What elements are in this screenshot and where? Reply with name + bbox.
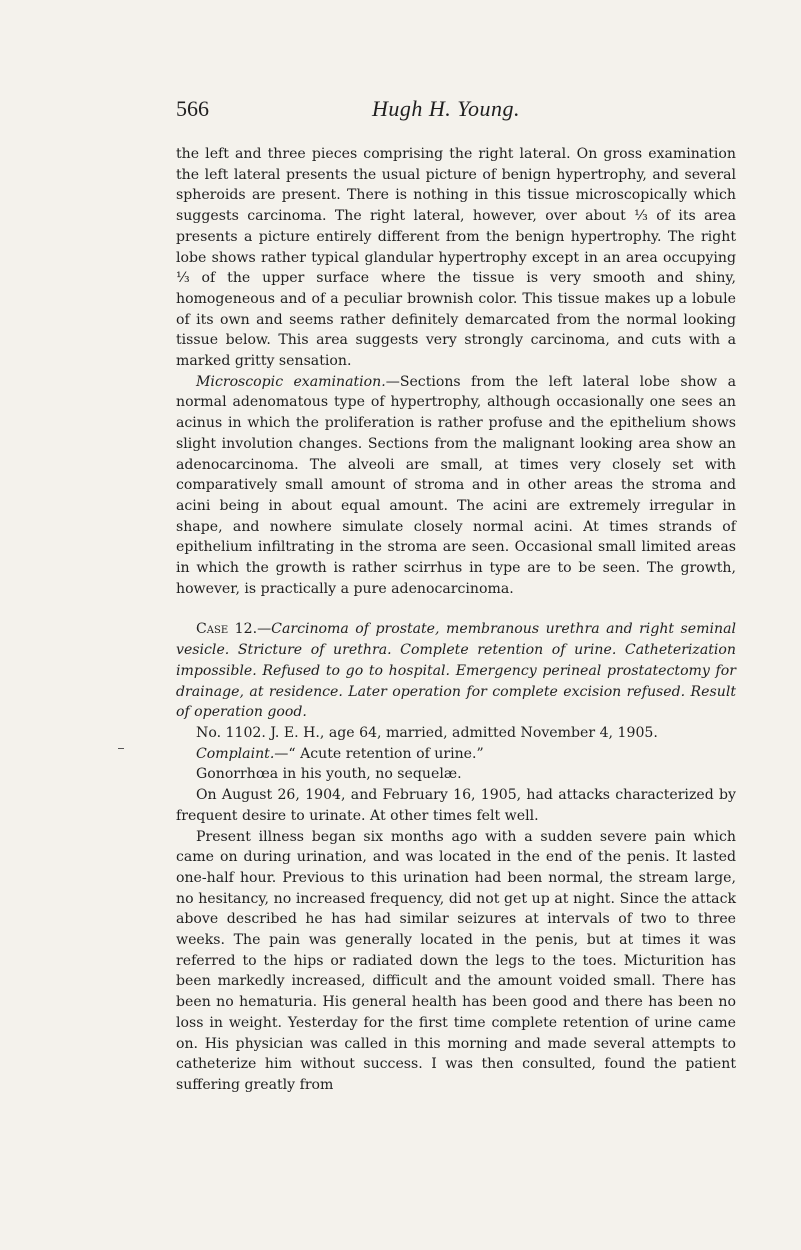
margin-mark (118, 748, 124, 749)
case-heading (176, 619, 736, 723)
running-head (176, 96, 736, 128)
paragraph-history: Gonorrhœa in his youth, no sequelæ. (196, 766, 462, 783)
microscopic-examination-text: —Sections from the left lateral lobe show a normal adenomatous type of hypertrophy, although occasionally one sees an acinus in which the proliferation is rather profuse and the epithelium shows slight involution changes. Sections from the malignant looking area show an adenocarcinoma. The alveoli are small, at times very closely set with comparatively small amount of stroma and in other areas the stroma and acini being in about equal amount. The acini are extremely irregular in shape, and nowhere simulate closely normal acini. At times strands of epithelium infiltrating in the stroma are seen. Occasional small limited areas in which the growth is rather scirrhus in type are to be seen. The growth, however, is practically a pure adenocarcinoma. (176, 373, 736, 597)
paragraph-previous-attacks: On August 26, 1904, and February 16, 1905, had attacks characterized by frequent desire to urinate. At other times felt well. (176, 787, 736, 824)
paragraph-microscopic-examination (176, 372, 736, 600)
microscopic-examination-heading: Microscopic examination. (196, 373, 386, 390)
page-number: 566 (176, 96, 209, 121)
case-title: —Carcinoma of prostate, membranous urethra and right seminal vesicle. Stricture of urethra. Complete retention of urine. Catheterization impossible. Refused to go to hospital. Emergency perineal prostatectomy for drainage, at residence. Later operation for complete excision refused. Result of operation good. (176, 621, 736, 721)
body-text (176, 144, 736, 1096)
paragraph-gross-examination: the left and three pieces comprising the right lateral. On gross examination the left lateral presents the usual picture of benign hypertrophy, and several spheroids are present. There is nothing in this tissue microscopically which suggests carcinoma. The right lateral, however, over about ⅓ of its area presents a picture entirely different from the benign hypertrophy. The right lobe shows rather typical glandular hypertrophy except in an area occupying ⅓ of the upper surface where the tissue is very smooth and shiny, homogeneous and of a peculiar brownish color. This tissue makes up a lobule of its own and seems rather definitely demarcated from the normal looking tissue below. This area suggests very strongly carcinoma, and cuts with a marked gritty sensation. (176, 146, 736, 370)
case-label: Case 12. (196, 621, 258, 638)
complaint-heading: Complaint. (196, 745, 275, 762)
complaint-text: —“ Acute retention of urine.” (274, 745, 484, 762)
running-title: Hugh H. Young. (372, 96, 520, 121)
paragraph-complaint (176, 744, 736, 765)
paragraph-patient-info: No. 1102. J. E. H., age 64, married, admitted November 4, 1905. (196, 724, 658, 741)
paragraph-present-illness: Present illness began six months ago with a sudden severe pain which came on during urination, and was located in the end of the penis. It lasted one-half hour. Previous to this urination had been normal, the stream large, no hesitancy, no increased frequency, did not get up at night. Since the attack above described he has had similar seizures at intervals of two to three weeks. The pain was generally located in the penis, but at times it was referred to the hips or radiated down the legs to the toes. Micturition has been markedly increased, difficult and the amount voided small. There has been no hematuria. His general health has been good and there has been no loss in weight. Yesterday for the first time complete retention of urine came on. His physician was called in this morning and made several attempts to catheterize him without success. I was then consulted, found the patient suffering greatly from (176, 828, 736, 1093)
